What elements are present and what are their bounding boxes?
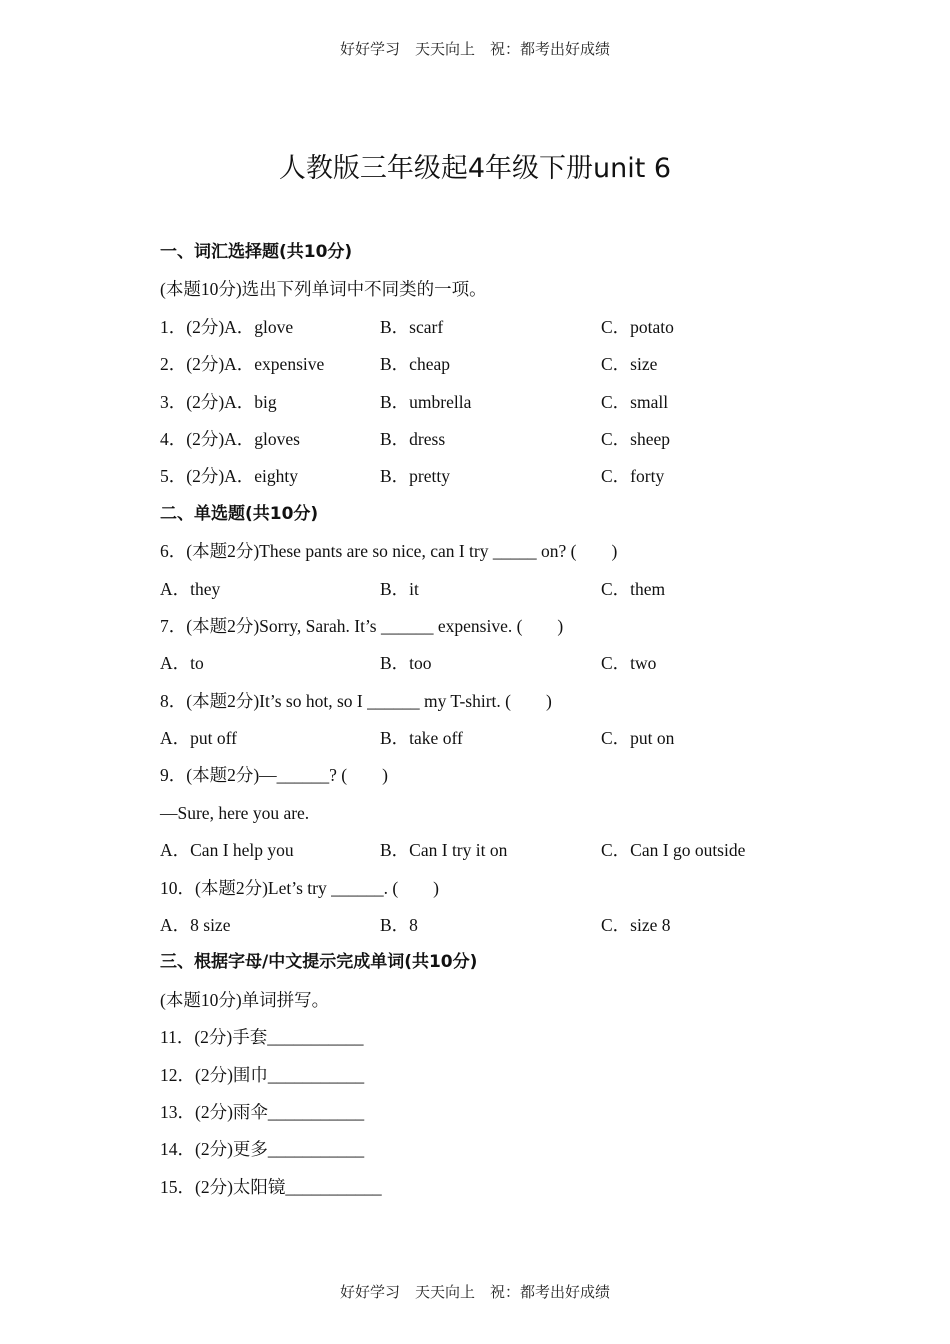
question-options <box>160 571 800 608</box>
question-options <box>160 832 800 869</box>
question-stem: 10．(本题2分)Let’s try ______. ( ) <box>160 877 439 898</box>
page-footer: 好好学习 天天向上 祝：都考出好成绩 <box>339 1283 610 1301</box>
option-b: B．umbrella <box>380 391 472 412</box>
option-c: C．small <box>601 391 669 412</box>
question-row <box>160 458 800 495</box>
question-options <box>160 720 800 757</box>
spelling-item: 15．(2分)太阳镜___________ <box>160 1176 382 1197</box>
worksheet-body <box>160 234 800 1206</box>
spelling-item: 13．(2分)雨伞___________ <box>160 1101 365 1122</box>
option-b: B．too <box>380 653 432 674</box>
option-a: A．they <box>160 578 221 599</box>
question-row <box>160 309 800 346</box>
option-c: C．forty <box>601 466 665 487</box>
option-b: B．scarf <box>380 316 444 337</box>
option-a: 3．(2分)A．big <box>160 391 277 412</box>
option-b: B．Can I try it on <box>380 840 508 861</box>
question-stem: 9．(本题2分)—______? ( ) <box>160 765 388 786</box>
option-c: C．size 8 <box>601 915 671 936</box>
spelling-item: 11．(2分)手套___________ <box>160 1027 364 1048</box>
spelling-item: 12．(2分)围巾___________ <box>160 1064 365 1085</box>
option-b: B．it <box>380 578 419 599</box>
question-options <box>160 907 800 944</box>
question-stem: 8．(本题2分)It’s so hot, so I ______ my T-shirt. ( ) <box>160 690 552 711</box>
option-b: B．8 <box>380 915 418 936</box>
section-instruction: (本题10分)选出下列单词中不同类的一项。 <box>160 279 487 300</box>
question-row <box>160 421 800 458</box>
option-c: C．two <box>601 653 657 674</box>
option-a: 1．(2分)A．glove <box>160 316 294 337</box>
section-heading-single-choice: 二、单选题(共10分) <box>160 503 319 524</box>
option-c: C．sheep <box>601 428 671 449</box>
option-b: B．cheap <box>380 354 450 375</box>
option-c: C．Can I go outside <box>601 840 746 861</box>
question-row <box>160 384 800 421</box>
spelling-item: 14．(2分)更多___________ <box>160 1139 365 1160</box>
section-heading-vocabulary: 一、词汇选择题(共10分) <box>160 242 353 262</box>
option-a: 2．(2分)A．expensive <box>160 354 325 375</box>
page-header: 好好学习 天天向上 祝：都考出好成绩 <box>339 40 610 58</box>
option-a: 4．(2分)A．gloves <box>160 428 300 449</box>
question-dialogue: —Sure, here you are. <box>160 802 310 823</box>
option-a: A．put off <box>160 728 237 749</box>
question-stem: 7．(本题2分)Sorry, Sarah. It’s ______ expensive. ( ) <box>160 615 564 636</box>
option-a: 5．(2分)A．eighty <box>160 466 299 487</box>
option-b: B．pretty <box>380 466 450 487</box>
option-a: A．Can I help you <box>160 840 294 861</box>
section-instruction: (本题10分)单词拼写。 <box>160 989 330 1010</box>
option-b: B．dress <box>380 428 446 449</box>
option-a: A．to <box>160 653 204 674</box>
option-c: C．potato <box>601 316 674 337</box>
option-c: C．them <box>601 578 666 599</box>
section-heading-spelling: 三、根据字母/中文提示完成单词(共10分) <box>160 952 478 973</box>
question-stem: 6．(本题2分)These pants are so nice, can I try _____ on? ( ) <box>160 541 618 562</box>
option-a: A．8 size <box>160 915 231 936</box>
option-c: C．size <box>601 354 658 375</box>
page-title: 人教版三年级起4年级下册unit 6 <box>278 153 672 184</box>
option-c: C．put on <box>601 728 675 749</box>
question-row <box>160 346 800 383</box>
option-b: B．take off <box>380 728 463 749</box>
question-options <box>160 645 800 682</box>
